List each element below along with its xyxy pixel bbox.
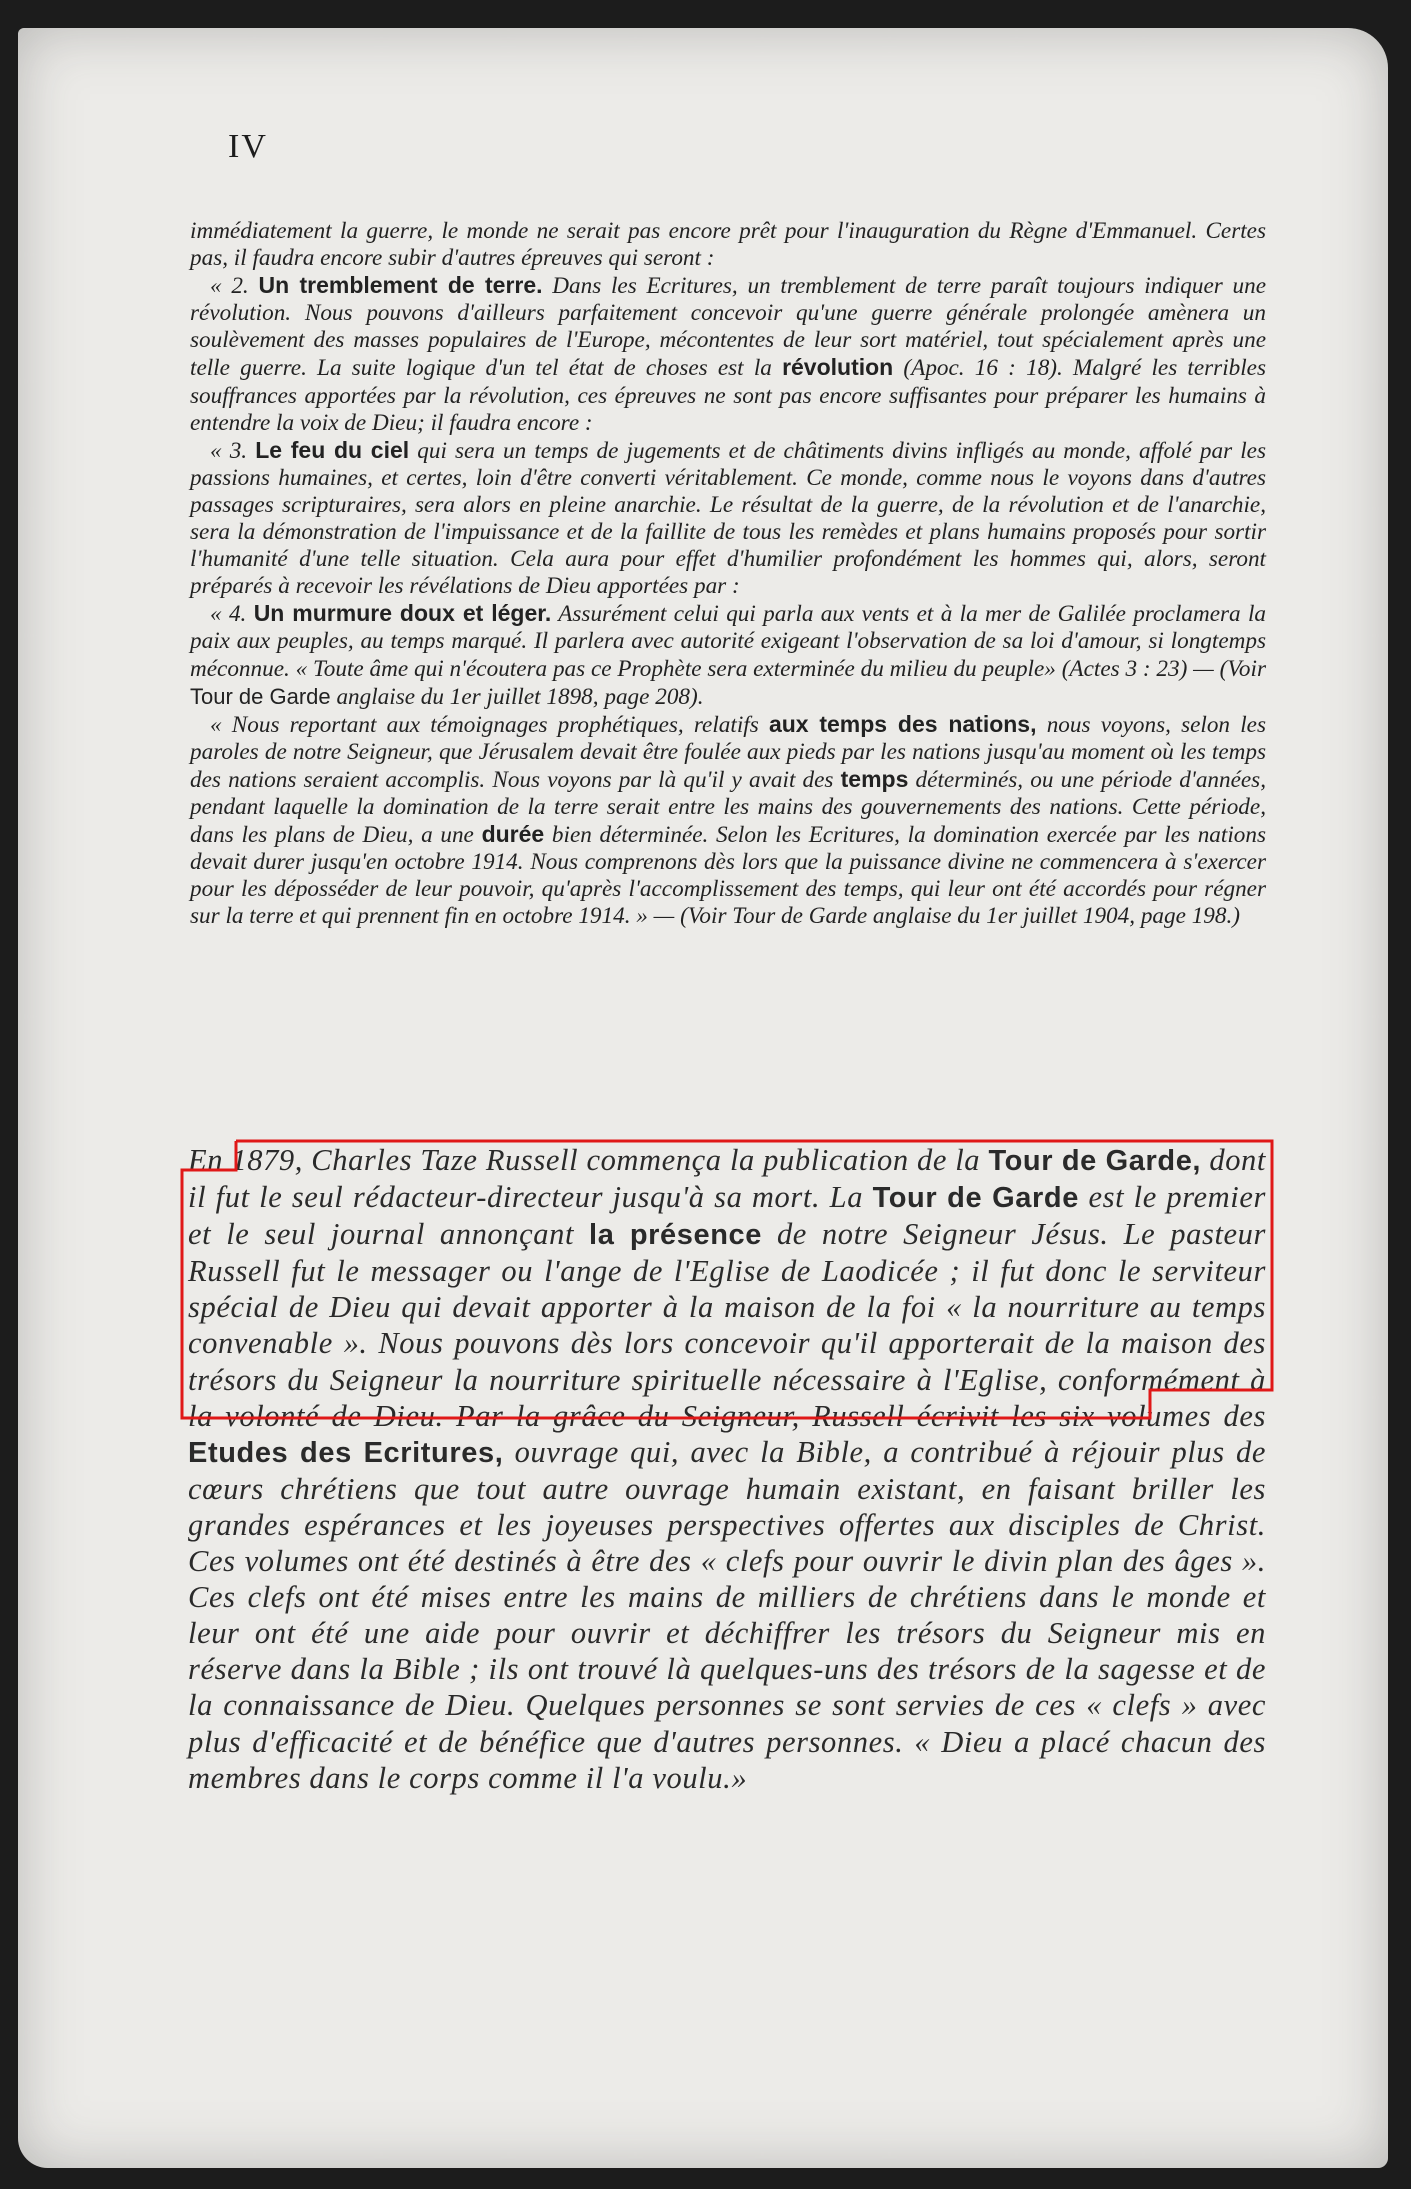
- roman-term: Tour de Garde: [190, 683, 331, 709]
- text-run: (Apoc. 16 : 18). Malgré les terribles souffrances apportées par la révolution, ces épreuves ne sont pas encore suffisantes pour préparer les humains à entendre la voix de Dieu; il faudra encore :: [190, 355, 1266, 436]
- text-run: « Nous reportant aux témoignages prophétiques, relatifs: [210, 711, 769, 738]
- bold-term: durée: [481, 821, 545, 848]
- text-run: Assurément celui qui parla aux vents et à la mer de Galilée proclamera la paix aux peuples, au temps marqué. Il parlera avec autorité exigeant l'observation de sa loi d'amour, si longtemps méconnue. « Toute âme qui n'écoutera pas ce Prophète sera exterminée du milieu du peuple» (Actes 3 : 23) — (Voir: [190, 601, 1266, 682]
- text-run: « 3.: [210, 437, 256, 464]
- text-run: immédiatement la guerre, le monde ne serait pas encore prêt pour l'inauguration du Règne d'Emmanuel. Certes pas, il faudra encore subir d'autres épreuves qui seront :: [190, 218, 1266, 272]
- text-run: qui sera un temps de jugements et de châtiments divins infligés au monde, affolé par les passions humaines, et certes, loin d'être converti véritablement. Ce monde, comme nous le voyons dans d'autres passages scripturaires, sera alors en pleine anarchie. Le résultat de la guerre, de la révolution et de l'anarchie, sera la démonstration de l'impuissance et de la faillite de tous les remèdes et plans humains proposés pour sortir l'humanité d'une telle situation. Cela aura pour effet d'humilier profondément les hommes qui, alors, seront préparés à recevoir les révélations de Dieu apportées par :: [190, 437, 1266, 600]
- text-run: En 1879, Charles Taze Russell commença la publication de la: [188, 1143, 989, 1177]
- bold-term: révolution: [782, 354, 894, 381]
- bold-term: Le feu du ciel: [255, 436, 410, 463]
- bold-term: temps: [840, 765, 909, 792]
- highlight-outline: [182, 1141, 1272, 1418]
- bold-term: Etudes des Ecritures,: [188, 1436, 504, 1469]
- bold-term: Tour de Garde: [872, 1182, 1079, 1215]
- page-number: IV: [228, 128, 268, 165]
- bold-term: Un murmure doux et léger.: [253, 600, 552, 627]
- text-run: anglaise du 1er juillet 1898, page 208).: [330, 683, 704, 710]
- bold-term: la présence: [589, 1219, 762, 1252]
- text-run: Dans les Ecritures, un tremblement de terre paraît toujours indiquer une révolution. Nous pouvons d'ailleurs parfaitement concevoir qu'une guerre générale prolongée amènera un soulèvement des masses populaires de l'Europe, mécontentes de leur sort matériel, tout spécialement après une telle guerre. La suite logique d'un tel état de choses est la: [190, 273, 1267, 382]
- bold-term: Tour de Garde,: [988, 1145, 1202, 1177]
- text-run: « 4.: [210, 601, 254, 628]
- text-run: déterminés, ou une période d'années, pendant laquelle la domination de la terre serait entre les mains des gouvernements des nations. Cette période, dans les plans de Dieu, a une: [190, 766, 1266, 849]
- text-run: ouvrage qui, avec la Bible, a contribué à réjouir plus de cœurs chrétiens que tout autre ouvrage humain existant, en faisant briller les grandes espérances et les joyeuses perspectives offertes aux disciples de Christ. Ces volumes ont été destinés à être des « clefs pour ouvrir le divin plan des âges ». Ces clefs ont été mises entre les mains de milliers de chrétiens dans le monde et leur ont été une aide pour ouvrir et déchiffrer les trésors du Seigneur mis en réserve dans la Bible ; ils ont trouvé là quelques-uns des trésors de la sagesse et de la connaissance de Dieu. Quelques personnes se sont servies de ces « clefs » avec plus d'efficacité et de bénéfice que d'autres personnes. « Dieu a placé chacun des membres dans le corps comme il l'a voulu.»: [188, 1434, 1266, 1795]
- text-run: nous voyons, selon les paroles de notre Seigneur, que Jérusalem devait être foulée aux pieds par les nations jusqu'au moment où les temps des nations seraient accomplis. Nous voyons par là qu'il y avait des: [190, 711, 1266, 793]
- text-run: « 2.: [210, 273, 259, 300]
- text-run: bien déterminée. Selon les Ecritures, la domination exercée par les nations devait durer jusqu'en octobre 1914. Nous comprenons dès lors que la puissance divine ne commencera à s'exercer pour les déposséder de leur pouvoir, qu'après l'accomplissement des temps, qui leur ont été accordés pour régner sur la terre et qui prennent fin en octobre 1914. » — (Voir Tour de Garde anglaise du 1er juillet 1904, page 198.): [190, 822, 1266, 930]
- text-run: est le premier et le seul journal annonçant: [188, 1180, 1266, 1252]
- bold-term: Un tremblement de terre.: [258, 272, 543, 299]
- text-run: de notre Seigneur Jésus. Le pasteur Russell fut le messager ou l'ange de l'Eglise de Laodicée ; il fut donc le serviteur spécial de Dieu qui devait apporter à la maison de la foi « la nourriture au temps convenable ». Nous pouvons dès lors concevoir qu'il apporterait de la maison des trésors du Seigneur la nourriture spirituelle nécessaire à l'Eglise, conformément à la volonté de Dieu. Par la grâce du Seigneur, Russell écrivit les six volumes des: [188, 1217, 1266, 1433]
- text-run: dont il fut le seul rédacteur-directeur jusqu'à sa mort. La: [188, 1143, 1266, 1215]
- bold-term: aux temps des nations,: [768, 710, 1037, 737]
